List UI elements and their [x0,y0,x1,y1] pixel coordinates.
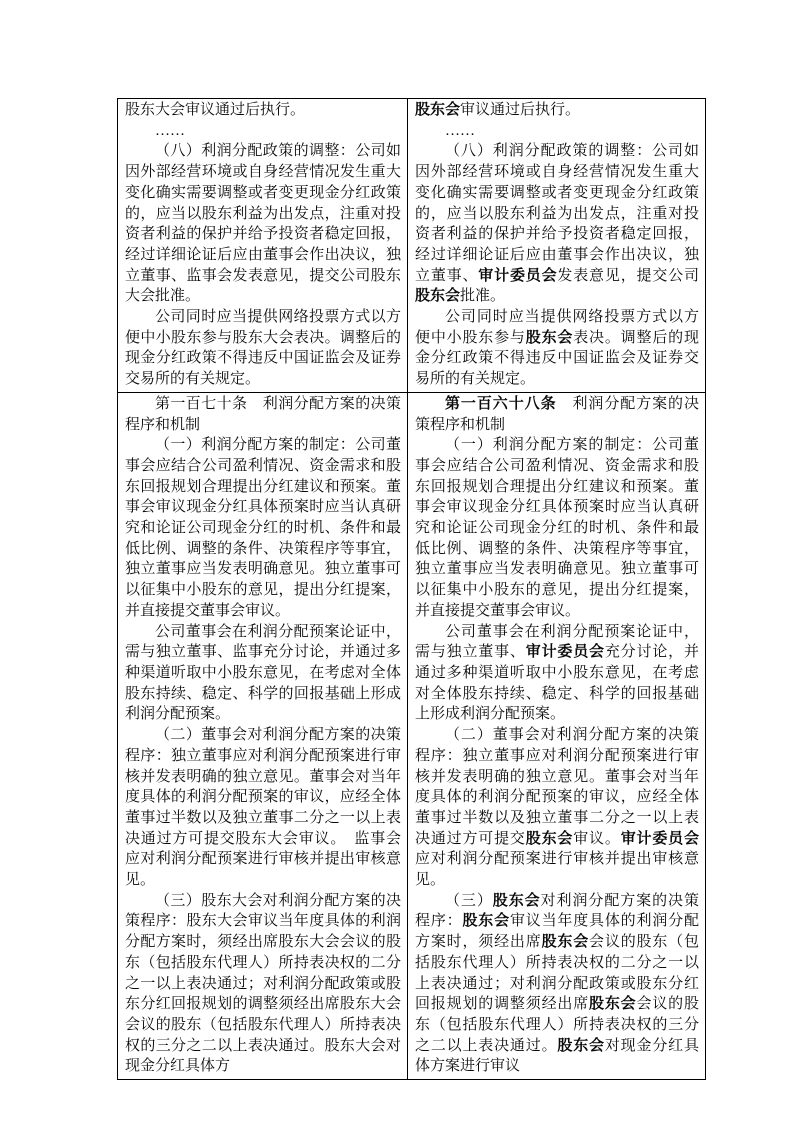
body-text: 批准。 [460,288,506,305]
body-text: 股东大会审议通过后执行。 [125,102,306,118]
paragraph [415,100,699,121]
paragraph [415,435,699,621]
body-text: 公司董事会在利润分配预案论证中，需与独立董事、 [415,623,699,661]
paragraph [415,622,699,726]
cell-original-decision-procedure [118,392,408,1079]
paragraph [415,307,699,390]
paragraph [125,725,401,891]
body-text: （八）利润分配政策的调整：公司如因外部经营环境或自身经营情况发生重大变化确实需要调整或者变更现金分红政策的，应当以股东利益为出发点，注重对投资者利益的保护并给予投资者稳定回报，经过详细论证后应由董事会作出决议，独立董事、 [415,143,699,284]
paragraph [125,121,401,142]
revision-highlight-text: 审计委员会 [620,830,699,847]
body-text: （三） [445,892,493,909]
cell-revised-decision-procedure [408,392,706,1079]
revision-highlight-text: 审计委员会 [478,267,558,284]
paragraph [415,141,699,307]
revision-highlight-text: 股东会 [589,996,637,1013]
body-text: …… [155,122,185,139]
body-text: （二）董事会对利润分配方案的决策程序：独立董事应对利润分配预案进行审核并发表明确的独立意见。董事会对当年度具体的利润分配预案的审议，应经全体董事过半数以及独立董事二分之一以上表决通过方可提交股东大会审议。 监事会应对利润分配预案进行审核并提出审核意见。 [125,727,401,889]
body-text: 应对利润分配预案进行审核并提出审核意见。 [415,851,699,889]
body-text: （八）利润分配政策的调整：公司如因外部经营环境或自身经营情况发生重大变化确实需要调整或者变更现金分红政策的，应当以股东利益为出发点，注重对投资者利益的保护并给予投资者稳定回报，经过详细论证后应由董事会作出决议，独立董事、监事会发表意见，提交公司股东大会批准。 [125,143,401,305]
revision-highlight-text: 股东会 [415,102,461,118]
body-text: 对现金分红具体方案进行审议 [415,1037,699,1075]
paragraph [415,891,699,1077]
body-text: …… [445,122,475,139]
body-text: 审议当年度具体的利润分配方案时，须经出席 [415,913,699,951]
body-text: 对利润分配方案的决策程序： [415,892,699,930]
revision-highlight-text: 股东会 [557,1037,605,1054]
body-text: 公司同时应当提供网络投票方式以方便中小股东参与 [415,309,699,346]
table-row [118,392,706,1079]
body-text: 审议。 [573,830,621,847]
body-text: 会议的股东（包括股东代理人）所持表决权的三分之二以上表决通过。 [415,996,699,1054]
revision-highlight-text: 审计委员会 [525,644,605,661]
paragraph [125,307,401,390]
paragraph [125,622,401,726]
paragraph [125,394,401,435]
body-text: 公司董事会在利润分配预案论证中，需与独立董事、监事充分讨论，并通过多种渠道听取中小股东意见，在考虑对全体股东持续、稳定、科学的回报基础上形成利润分配预案。 [125,623,401,723]
paragraph [415,725,699,891]
body-text: 会议的股东（包括股东代理人）所持表决权的二分之一以上表决通过；对利润分配政策或股东分红回报规划的调整须经出席 [415,934,699,1013]
paragraph [125,100,401,121]
body-text: （一）利润分配方案的制定：公司董事会应结合公司盈利情况、资金需求和股东回报规划合理提出分红建议和预案。董事会审议现金分红具体预案时应当认真研究和论证公司现金分红的时机、条件和最低比例、调整的条件、决策程序等事宜，独立董事应当发表明确意见。独立董事可以征集中小股东的意见，提出分红提案，并直接提交董事会审议。 [415,437,699,619]
paragraph [415,394,699,435]
revision-highlight-text: 股东会 [462,913,510,930]
paragraph [415,121,699,142]
body-text: 审议通过后执行。 [460,102,581,118]
revision-highlight-text: 股东会 [525,830,574,847]
paragraph [125,891,401,1077]
revision-highlight-text: 股东会 [541,934,590,951]
cell-original-policy-adjustment [118,99,408,393]
paragraph [125,141,401,307]
comparison-table [117,98,706,1080]
body-text: 利润分配方案的决策程序和机制 [415,395,699,433]
revision-highlight-text: 第一百六十八条 [445,395,557,412]
body-text: 充分讨论，并通过多种渠道听取中小股东意见，在考虑对全体股东持续、稳定、科学的回报基础上形成利润分配预案。 [415,644,699,723]
body-text: 发表意见，提交公司 [557,267,699,284]
table-row [118,99,706,393]
body-text: （二）董事会对利润分配方案的决策程序：独立董事应对利润分配预案进行审核并发表明确的独立意见。董事会对当年度具体的利润分配预案的审议，应经全体董事过半数以及独立董事二分之一以上表决通过方可提交 [415,727,699,847]
revision-highlight-text: 股东会 [525,329,574,346]
paragraph [125,435,401,621]
revision-highlight-text: 股东会 [492,892,541,909]
body-text: 表决。调整后的现金分红政策不得违反中国证监会及证券交易所的有关规定。 [415,329,699,388]
body-text: （三）股东大会对利润分配方案的决策程序：股东大会审议当年度具体的利润分配方案时，须经出席股东大会会议的股东（包括股东代理人）所持表决权的二分之一以上表决通过；对利润分配政策或股东分红回报规划的调整须经出席股东大会会议的股东（包括股东代理人）所持表决权的三分之二以上表决通过。股东大会对现金分红具体方 [125,892,401,1075]
body-text: （一）利润分配方案的制定：公司董事会应结合公司盈利情况、资金需求和股东回报规划合理提出分红建议和预案。董事会审议现金分红具体预案时应当认真研究和论证公司现金分红的时机、条件和最低比例、调整的条件、决策程序等事宜，独立董事应当发表明确意见。独立董事可以征集中小股东的意见，提出分红提案，并直接提交董事会审议。 [125,437,401,619]
body-text: 公司同时应当提供网络投票方式以方便中小股东参与股东大会表决。调整后的现金分红政策不得违反中国证监会及证券交易所的有关规定。 [125,309,401,388]
cell-revised-policy-adjustment [408,99,706,393]
revision-highlight-text: 股东会 [415,288,461,305]
body-text: 第一百七十条 利润分配方案的决策程序和机制 [125,395,401,433]
